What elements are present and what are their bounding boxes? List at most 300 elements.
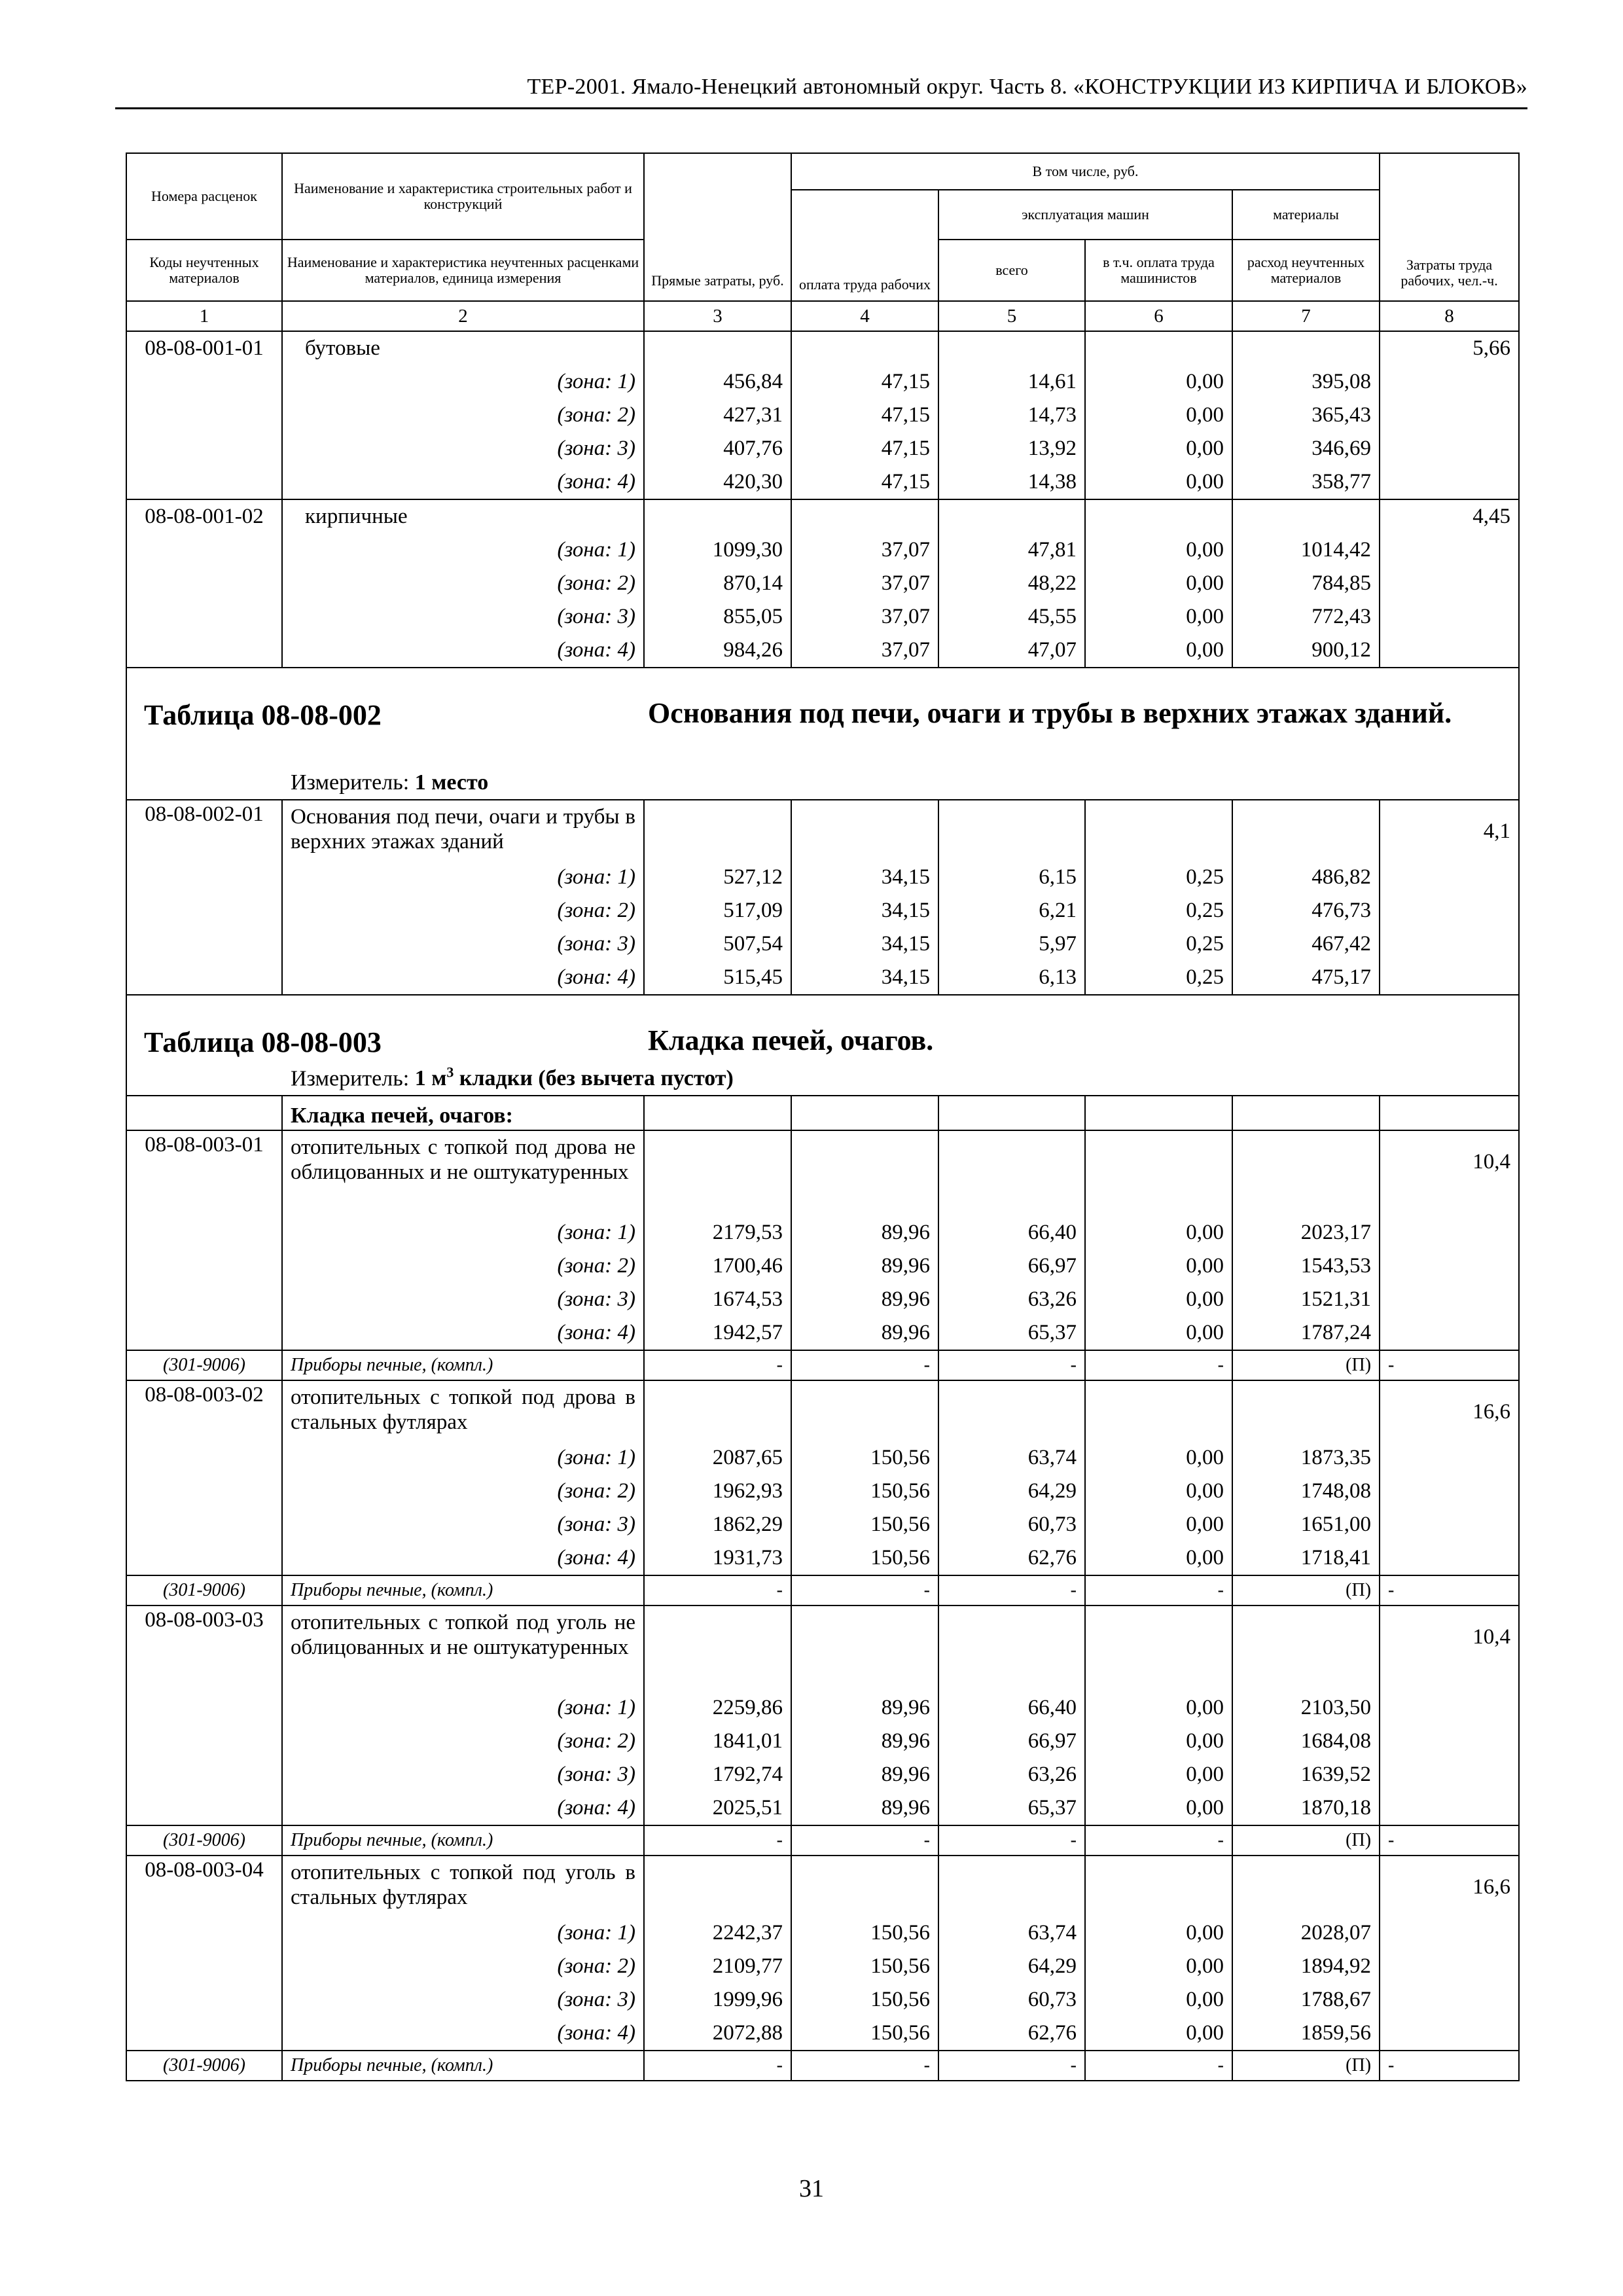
cost-value: 486,82 bbox=[1232, 861, 1380, 894]
col-group-including: В том числе, руб. bbox=[791, 153, 1380, 190]
empty-cell bbox=[126, 1950, 282, 1983]
zone-row bbox=[126, 1791, 1519, 1825]
cost-value: 2025,51 bbox=[644, 1791, 791, 1825]
material-dash: - bbox=[644, 1825, 791, 1856]
material-name: Приборы печные, (компл.) bbox=[282, 1350, 644, 1380]
zone-row bbox=[126, 1983, 1519, 2017]
cost-value: 1748,08 bbox=[1232, 1475, 1380, 1508]
col-machinist-pay: в т.ч. оплата труда машинистов bbox=[1085, 240, 1232, 301]
cost-value: 14,61 bbox=[938, 365, 1085, 399]
cost-value: 1718,41 bbox=[1232, 1541, 1380, 1575]
cost-value: 89,96 bbox=[791, 1316, 938, 1350]
cost-value: 407,76 bbox=[644, 432, 791, 465]
zone-label: (зона: 4) bbox=[282, 961, 644, 995]
cost-value: 47,15 bbox=[791, 432, 938, 465]
empty-cell bbox=[1380, 2017, 1519, 2051]
zone-label: (зона: 1) bbox=[282, 1916, 644, 1950]
zone-row bbox=[126, 600, 1519, 634]
cost-value: 1862,29 bbox=[644, 1508, 791, 1541]
material-dash: - bbox=[791, 1350, 938, 1380]
cost-value: 456,84 bbox=[644, 365, 791, 399]
measure-value: 1 место bbox=[414, 770, 489, 795]
cost-value: 2072,88 bbox=[644, 2017, 791, 2051]
zone-row bbox=[126, 1950, 1519, 1983]
column-number: 2 bbox=[282, 301, 644, 331]
col-material-names: Наименование и характеристика неучтенных расценками материалов, единица измерения bbox=[282, 240, 644, 301]
empty-cell bbox=[791, 1096, 938, 1130]
empty-cell bbox=[1380, 1691, 1519, 1725]
header-title: ТЕР-2001. Ямало-Ненецкий автономный округ. Часть 8. «КОНСТРУКЦИИ ИЗ КИРПИЧА И БЛОКОВ» bbox=[527, 75, 1527, 99]
empty-cell bbox=[126, 399, 282, 432]
cost-value: 0,25 bbox=[1085, 894, 1232, 927]
empty-cell bbox=[938, 1380, 1085, 1441]
rate-code: 08-08-001-01 bbox=[126, 331, 282, 365]
rate-row bbox=[126, 499, 1519, 533]
page-number: 31 bbox=[799, 2175, 824, 2202]
empty-cell bbox=[1380, 1475, 1519, 1508]
cost-value: 420,30 bbox=[644, 465, 791, 499]
cost-value: 467,42 bbox=[1232, 927, 1380, 961]
cost-value: 60,73 bbox=[938, 1508, 1085, 1541]
zone-label: (зона: 1) bbox=[282, 1691, 644, 1725]
material-dash: - bbox=[1380, 1575, 1519, 1605]
material-dash: - bbox=[791, 2051, 938, 2081]
material-dash: - bbox=[791, 1575, 938, 1605]
col-labor-costs: Затраты труда рабочих, чел.-ч. bbox=[1380, 153, 1519, 301]
cost-value: 900,12 bbox=[1232, 634, 1380, 668]
material-row bbox=[126, 2051, 1519, 2081]
zone-row bbox=[126, 1725, 1519, 1758]
cost-value: 89,96 bbox=[791, 1691, 938, 1725]
empty-cell bbox=[126, 600, 282, 634]
cost-value: 1787,24 bbox=[1232, 1316, 1380, 1350]
rate-code: 08-08-003-04 bbox=[126, 1856, 282, 1916]
cost-value: 2087,65 bbox=[644, 1441, 791, 1475]
measure-unit bbox=[291, 1064, 734, 1091]
cost-value: 62,76 bbox=[938, 2017, 1085, 2051]
cost-value: 0,00 bbox=[1085, 1725, 1232, 1758]
rate-row bbox=[126, 1856, 1519, 1916]
empty-cell bbox=[126, 1216, 282, 1249]
rate-name: Основания под печи, очаги и трубы в верхних этажах зданий bbox=[282, 800, 644, 861]
empty-cell bbox=[1380, 465, 1519, 499]
cost-value: 64,29 bbox=[938, 1950, 1085, 1983]
rate-code: 08-08-001-02 bbox=[126, 499, 282, 533]
empty-cell bbox=[1380, 1541, 1519, 1575]
material-dash: - bbox=[1380, 1350, 1519, 1380]
cost-value: 1841,01 bbox=[644, 1725, 791, 1758]
empty-cell bbox=[126, 1983, 282, 2017]
cost-value: 89,96 bbox=[791, 1758, 938, 1791]
empty-cell bbox=[1232, 1380, 1380, 1441]
empty-cell bbox=[126, 1249, 282, 1283]
cost-value: 150,56 bbox=[791, 1508, 938, 1541]
cost-value: 515,45 bbox=[644, 961, 791, 995]
rate-name: отопительных с топкой под дрова в стальных футлярах bbox=[282, 1380, 644, 1441]
zone-row bbox=[126, 2017, 1519, 2051]
cost-value: 47,15 bbox=[791, 399, 938, 432]
cost-value: 1942,57 bbox=[644, 1316, 791, 1350]
cost-value: 45,55 bbox=[938, 600, 1085, 634]
empty-cell bbox=[1232, 499, 1380, 533]
empty-cell bbox=[1380, 1249, 1519, 1283]
cost-value: 47,81 bbox=[938, 533, 1085, 567]
cost-value: 37,07 bbox=[791, 634, 938, 668]
cost-value: 0,00 bbox=[1085, 1475, 1232, 1508]
material-code: (301-9006) bbox=[126, 2051, 282, 2081]
zone-row bbox=[126, 1475, 1519, 1508]
col-group-machines: эксплуатация машин bbox=[938, 190, 1232, 240]
empty-cell bbox=[1085, 1130, 1232, 1216]
zone-row bbox=[126, 927, 1519, 961]
table-title: Кладка печей, очагов. bbox=[648, 1024, 934, 1056]
zone-row bbox=[126, 432, 1519, 465]
column-number: 8 bbox=[1380, 301, 1519, 331]
cost-value: 0,00 bbox=[1085, 1283, 1232, 1316]
cost-value: 772,43 bbox=[1232, 600, 1380, 634]
empty-cell bbox=[1232, 1605, 1380, 1691]
cost-value: 89,96 bbox=[791, 1791, 938, 1825]
col-rate-number: Номера расценок bbox=[126, 153, 282, 240]
cost-value: 37,07 bbox=[791, 533, 938, 567]
column-number: 7 bbox=[1232, 301, 1380, 331]
material-flag: (П) bbox=[1232, 1350, 1380, 1380]
material-dash: - bbox=[938, 1575, 1085, 1605]
zone-row bbox=[126, 365, 1519, 399]
cost-value: 784,85 bbox=[1232, 567, 1380, 600]
empty-cell bbox=[1232, 800, 1380, 861]
cost-value: 1999,96 bbox=[644, 1983, 791, 2017]
cost-value: 60,73 bbox=[938, 1983, 1085, 2017]
zone-label: (зона: 3) bbox=[282, 600, 644, 634]
cost-value: 0,00 bbox=[1085, 2017, 1232, 2051]
zone-label: (зона: 4) bbox=[282, 465, 644, 499]
cost-value: 1674,53 bbox=[644, 1283, 791, 1316]
measure-unit bbox=[291, 770, 488, 795]
empty-cell bbox=[1380, 1916, 1519, 1950]
labor-value: 5,66 bbox=[1380, 331, 1519, 365]
cost-value: 1099,30 bbox=[644, 533, 791, 567]
empty-cell bbox=[126, 961, 282, 995]
cost-value: 14,73 bbox=[938, 399, 1085, 432]
material-dash: - bbox=[1085, 1825, 1232, 1856]
cost-value: 66,97 bbox=[938, 1249, 1085, 1283]
zone-row bbox=[126, 1249, 1519, 1283]
cost-value: 150,56 bbox=[791, 1441, 938, 1475]
measure-value bbox=[415, 1066, 734, 1090]
cost-value: 507,54 bbox=[644, 927, 791, 961]
cost-value: 5,97 bbox=[938, 927, 1085, 961]
cost-value: 476,73 bbox=[1232, 894, 1380, 927]
zone-label: (зона: 2) bbox=[282, 399, 644, 432]
cost-value: 150,56 bbox=[791, 1475, 938, 1508]
cost-value: 34,15 bbox=[791, 927, 938, 961]
cost-value: 34,15 bbox=[791, 961, 938, 995]
cost-value: 0,00 bbox=[1085, 465, 1232, 499]
empty-cell bbox=[126, 2017, 282, 2051]
empty-cell bbox=[644, 1096, 791, 1130]
cost-value: 2179,53 bbox=[644, 1216, 791, 1249]
zone-row bbox=[126, 1441, 1519, 1475]
empty-cell bbox=[126, 1283, 282, 1316]
cost-value: 47,15 bbox=[791, 465, 938, 499]
empty-cell bbox=[126, 432, 282, 465]
empty-cell bbox=[1380, 1283, 1519, 1316]
cost-value: 395,08 bbox=[1232, 365, 1380, 399]
cost-value: 365,43 bbox=[1232, 399, 1380, 432]
zone-label: (зона: 3) bbox=[282, 1508, 644, 1541]
cost-value: 0,00 bbox=[1085, 1508, 1232, 1541]
labor-value: 4,1 bbox=[1380, 800, 1519, 861]
zone-label: (зона: 2) bbox=[282, 567, 644, 600]
empty-cell bbox=[126, 1691, 282, 1725]
rate-name: отопительных с топкой под уголь в стальных футлярах bbox=[282, 1856, 644, 1916]
col-direct-costs: Прямые затраты, руб. bbox=[644, 153, 791, 301]
empty-cell bbox=[1380, 1758, 1519, 1791]
cost-value: 1894,92 bbox=[1232, 1950, 1380, 1983]
measure-label: Измеритель: bbox=[291, 770, 410, 795]
cost-value: 64,29 bbox=[938, 1475, 1085, 1508]
rate-name: кирпичные bbox=[282, 499, 644, 533]
empty-cell bbox=[1380, 533, 1519, 567]
cost-value: 0,00 bbox=[1085, 1916, 1232, 1950]
empty-cell bbox=[1380, 1096, 1519, 1130]
material-code: (301-9006) bbox=[126, 1575, 282, 1605]
empty-cell bbox=[1232, 1856, 1380, 1916]
zone-row bbox=[126, 1283, 1519, 1316]
cost-value: 0,00 bbox=[1085, 567, 1232, 600]
col-material-codes: Коды неучтенных материалов bbox=[126, 240, 282, 301]
material-dash: - bbox=[644, 1350, 791, 1380]
cost-value: 1700,46 bbox=[644, 1249, 791, 1283]
cost-value: 63,74 bbox=[938, 1916, 1085, 1950]
cost-value: 1014,42 bbox=[1232, 533, 1380, 567]
empty-cell bbox=[1085, 331, 1232, 365]
empty-cell bbox=[1232, 1130, 1380, 1216]
empty-cell bbox=[938, 800, 1085, 861]
zone-row bbox=[126, 861, 1519, 894]
zone-row bbox=[126, 399, 1519, 432]
zone-row bbox=[126, 1541, 1519, 1575]
measure-unit-base: 1 м bbox=[414, 1066, 447, 1090]
empty-cell bbox=[1380, 399, 1519, 432]
cost-value: 1962,93 bbox=[644, 1475, 791, 1508]
empty-cell bbox=[1380, 961, 1519, 995]
cost-value: 0,00 bbox=[1085, 1691, 1232, 1725]
material-dash: - bbox=[791, 1825, 938, 1856]
empty-cell bbox=[126, 1096, 282, 1130]
cost-value: 150,56 bbox=[791, 2017, 938, 2051]
table-heading-row bbox=[126, 668, 1519, 800]
material-name: Приборы печные, (компл.) bbox=[282, 1575, 644, 1605]
empty-cell bbox=[1380, 600, 1519, 634]
cost-value: 34,15 bbox=[791, 894, 938, 927]
material-dash: - bbox=[1380, 1825, 1519, 1856]
empty-cell bbox=[644, 1130, 791, 1216]
cost-value: 150,56 bbox=[791, 1916, 938, 1950]
zone-label: (зона: 2) bbox=[282, 1950, 644, 1983]
cost-value: 1788,67 bbox=[1232, 1983, 1380, 2017]
cost-value: 0,25 bbox=[1085, 927, 1232, 961]
cost-value: 0,00 bbox=[1085, 1216, 1232, 1249]
material-flag: (П) bbox=[1232, 1825, 1380, 1856]
cost-value: 870,14 bbox=[644, 567, 791, 600]
column-number: 5 bbox=[938, 301, 1085, 331]
cost-value: 66,40 bbox=[938, 1216, 1085, 1249]
empty-cell bbox=[126, 927, 282, 961]
cost-value: 37,07 bbox=[791, 567, 938, 600]
cost-value: 0,00 bbox=[1085, 634, 1232, 668]
rate-row bbox=[126, 1130, 1519, 1216]
empty-cell bbox=[126, 1541, 282, 1575]
zone-label: (зона: 1) bbox=[282, 1216, 644, 1249]
empty-cell bbox=[1380, 1508, 1519, 1541]
cost-value: 0,00 bbox=[1085, 1983, 1232, 2017]
material-dash: - bbox=[1380, 2051, 1519, 2081]
empty-cell bbox=[791, 1130, 938, 1216]
empty-cell bbox=[938, 499, 1085, 533]
empty-cell bbox=[938, 1856, 1085, 1916]
measure-unit-rest: кладки (без вычета пустот) bbox=[459, 1066, 734, 1090]
cost-value: 1521,31 bbox=[1232, 1283, 1380, 1316]
empty-cell bbox=[644, 331, 791, 365]
cost-value: 65,37 bbox=[938, 1316, 1085, 1350]
cost-value: 984,26 bbox=[644, 634, 791, 668]
material-dash: - bbox=[644, 2051, 791, 2081]
zone-row bbox=[126, 1691, 1519, 1725]
empty-cell bbox=[938, 1605, 1085, 1691]
labor-value: 10,4 bbox=[1380, 1605, 1519, 1691]
zone-label: (зона: 4) bbox=[282, 2017, 644, 2051]
empty-cell bbox=[1085, 800, 1232, 861]
material-dash: - bbox=[1085, 1575, 1232, 1605]
zone-label: (зона: 3) bbox=[282, 927, 644, 961]
zone-label: (зона: 3) bbox=[282, 1983, 644, 2017]
cost-value: 517,09 bbox=[644, 894, 791, 927]
cost-value: 2103,50 bbox=[1232, 1691, 1380, 1725]
empty-cell bbox=[1380, 365, 1519, 399]
material-row bbox=[126, 1350, 1519, 1380]
empty-cell bbox=[1380, 1216, 1519, 1249]
zone-row bbox=[126, 1216, 1519, 1249]
zone-label: (зона: 3) bbox=[282, 1283, 644, 1316]
material-name: Приборы печные, (компл.) bbox=[282, 2051, 644, 2081]
cost-value: 2028,07 bbox=[1232, 1916, 1380, 1950]
zone-label: (зона: 4) bbox=[282, 1541, 644, 1575]
col-worker-pay: оплата труда рабочих bbox=[791, 190, 938, 301]
rate-row bbox=[126, 331, 1519, 365]
subhead: Кладка печей, очагов: bbox=[282, 1096, 644, 1130]
empty-cell bbox=[126, 567, 282, 600]
empty-cell bbox=[126, 1441, 282, 1475]
cost-value: 0,00 bbox=[1085, 1316, 1232, 1350]
empty-cell bbox=[126, 533, 282, 567]
material-name: Приборы печные, (компл.) bbox=[282, 1825, 644, 1856]
material-flag: (П) bbox=[1232, 1575, 1380, 1605]
cost-value: 1651,00 bbox=[1232, 1508, 1380, 1541]
zone-label: (зона: 2) bbox=[282, 1725, 644, 1758]
empty-cell bbox=[126, 1791, 282, 1825]
empty-cell bbox=[1232, 1096, 1380, 1130]
cost-value: 1684,08 bbox=[1232, 1725, 1380, 1758]
rate-row bbox=[126, 1380, 1519, 1441]
cost-value: 0,25 bbox=[1085, 961, 1232, 995]
empty-cell bbox=[1380, 1441, 1519, 1475]
cost-value: 0,00 bbox=[1085, 1441, 1232, 1475]
empty-cell bbox=[1380, 1791, 1519, 1825]
cost-value: 1639,52 bbox=[1232, 1758, 1380, 1791]
zone-label: (зона: 1) bbox=[282, 1441, 644, 1475]
subhead-row bbox=[126, 1096, 1519, 1130]
table-heading bbox=[126, 995, 1519, 1096]
material-dash: - bbox=[1085, 2051, 1232, 2081]
zone-label: (зона: 2) bbox=[282, 1249, 644, 1283]
cost-value: 66,97 bbox=[938, 1725, 1085, 1758]
rate-code: 08-08-003-01 bbox=[126, 1130, 282, 1216]
cost-value: 62,76 bbox=[938, 1541, 1085, 1575]
cost-value: 2242,37 bbox=[644, 1916, 791, 1950]
cost-value: 150,56 bbox=[791, 1983, 938, 2017]
measure-label: Измеритель: bbox=[291, 1066, 410, 1090]
zone-row bbox=[126, 1316, 1519, 1350]
col-material-usage: расход неучтенных материалов bbox=[1232, 240, 1380, 301]
empty-cell bbox=[1380, 432, 1519, 465]
cost-value: 358,77 bbox=[1232, 465, 1380, 499]
cost-value: 0,00 bbox=[1085, 432, 1232, 465]
column-number: 3 bbox=[644, 301, 791, 331]
zone-row bbox=[126, 634, 1519, 668]
labor-value: 16,6 bbox=[1380, 1380, 1519, 1441]
empty-cell bbox=[791, 1605, 938, 1691]
cost-value: 37,07 bbox=[791, 600, 938, 634]
cost-value: 89,96 bbox=[791, 1249, 938, 1283]
cost-value: 475,17 bbox=[1232, 961, 1380, 995]
table-code: Таблица 08-08-002 bbox=[144, 699, 382, 731]
cost-value: 34,15 bbox=[791, 861, 938, 894]
empty-cell bbox=[1380, 894, 1519, 927]
table-title: Основания под печи, очаги и трубы в верхних этажах зданий. bbox=[648, 697, 1452, 729]
material-dash: - bbox=[1085, 1350, 1232, 1380]
col-work-name: Наименование и характеристика строительных работ и конструкций bbox=[282, 153, 644, 240]
labor-value: 10,4 bbox=[1380, 1130, 1519, 1216]
empty-cell bbox=[1380, 1950, 1519, 1983]
material-flag: (П) bbox=[1232, 2051, 1380, 2081]
cost-value: 1931,73 bbox=[644, 1541, 791, 1575]
cost-value: 6,21 bbox=[938, 894, 1085, 927]
zone-label: (зона: 2) bbox=[282, 1475, 644, 1508]
zone-label: (зона: 4) bbox=[282, 634, 644, 668]
cost-value: 66,40 bbox=[938, 1691, 1085, 1725]
cost-value: 1792,74 bbox=[644, 1758, 791, 1791]
zone-row bbox=[126, 1916, 1519, 1950]
material-dash: - bbox=[644, 1575, 791, 1605]
rate-code: 08-08-002-01 bbox=[126, 800, 282, 861]
cost-value: 47,15 bbox=[791, 365, 938, 399]
column-number: 4 bbox=[791, 301, 938, 331]
empty-cell bbox=[791, 1380, 938, 1441]
cost-value: 47,07 bbox=[938, 634, 1085, 668]
empty-cell bbox=[126, 465, 282, 499]
cost-value: 427,31 bbox=[644, 399, 791, 432]
cost-value: 1859,56 bbox=[1232, 2017, 1380, 2051]
zone-label: (зона: 3) bbox=[282, 1758, 644, 1791]
empty-cell bbox=[126, 861, 282, 894]
zone-row bbox=[126, 1508, 1519, 1541]
zone-row bbox=[126, 1758, 1519, 1791]
cost-value: 63,74 bbox=[938, 1441, 1085, 1475]
cost-value: 0,00 bbox=[1085, 399, 1232, 432]
empty-cell bbox=[791, 499, 938, 533]
